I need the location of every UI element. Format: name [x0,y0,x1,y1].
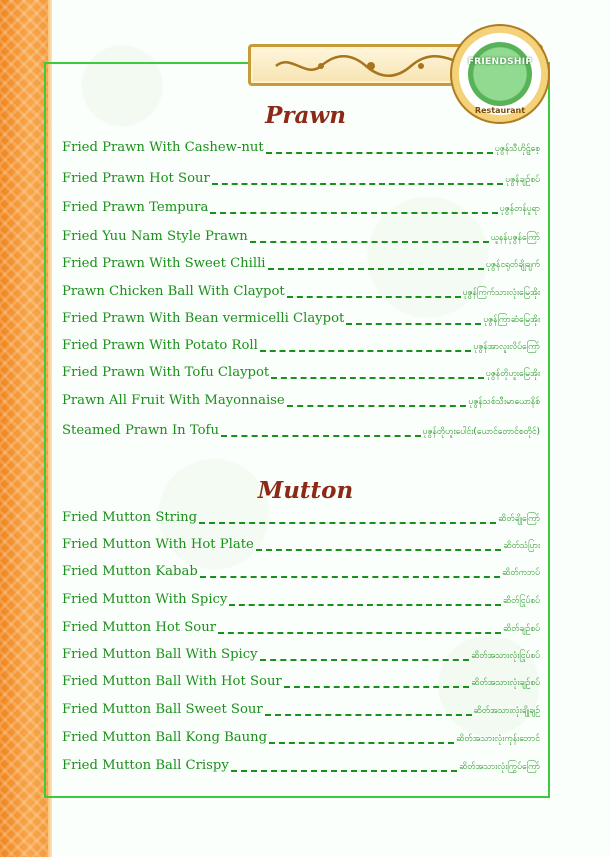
item-name: Prawn Chicken Ball With Claypot [62,284,285,299]
dot-leader [284,685,469,688]
dot-leader [287,295,461,298]
menu-item [62,564,540,584]
item-local-name: ပုဇွန်ချဉ်စပ် [505,175,540,185]
item-name: Fried Prawn Tempura [62,200,209,215]
item-local-name: ပုဇွန်အာလူးလိပ်ကြော် [473,342,540,352]
section-title-mutton: Mutton [257,477,354,504]
section-title-prawn: Prawn [265,102,346,129]
item-name: Fried Prawn With Bean vermicelli Claypot [62,311,345,326]
item-local-name: ဆိတ်သံပြား [503,541,540,551]
menu-item [62,758,540,778]
menu-item [62,365,540,385]
item-local-name: ပုဇွန်တိုဟူးမြေအိုး [485,369,540,379]
item-name: Fried Mutton String [62,510,198,525]
menu-item [62,537,540,557]
menu-item [62,592,540,612]
item-local-name: ပုဇွန်ကြက်သားလုံးမြေအိုး [462,288,540,298]
scroll-ornament-icon [271,53,471,79]
item-local-name: ဆိတ်ငြုပ်စပ် [502,596,540,606]
dot-leader [199,521,496,524]
dot-leader [346,322,481,325]
menu-item [62,510,540,530]
menu-item [62,338,540,358]
dot-leader [260,658,470,661]
item-name: Fried Yuu Nam Style Prawn [62,229,248,244]
menu-item [62,171,540,191]
item-local-name: ဆိတ်ချဉ်စပ် [503,624,540,634]
item-local-name: ပုဇွန်သစ်သီးမာယောနိစ် [468,397,540,407]
item-local-name: ယူနန်ပုဇွန်ကြော် [490,233,540,243]
item-local-name: ပုဇွန်သီဟိုဠ်စေ့ [494,144,540,154]
dot-leader [287,404,467,407]
dot-leader [221,434,421,437]
menu-item [62,393,540,413]
menu-item [62,674,540,694]
menu-item [62,229,540,249]
item-local-name: ပုဇွန်တန်ပူရာ [499,204,540,214]
dot-leader [268,267,485,270]
menu-item [62,647,540,667]
item-local-name: ပုဇွန်ကြာဆံမြေအိုး [483,315,540,325]
dot-leader [231,769,457,772]
menu-item [62,730,540,750]
globe-icon [468,42,532,106]
item-name: Fried Prawn With Sweet Chilli [62,256,266,271]
item-name: Fried Mutton Ball Crispy [62,758,229,773]
dot-leader [260,349,472,352]
logo-bottom-text: Restaurant [474,106,526,115]
item-name: Steamed Prawn In Tofu [62,423,219,438]
dot-leader [250,240,489,243]
item-local-name: ပုဇွန်ငရုတ်ချိုချက် [486,260,540,270]
menu-item [62,423,540,443]
item-name: Fried Prawn Hot Sour [62,171,210,186]
menu-item [62,284,540,304]
menu-item [62,702,540,722]
dot-leader [212,182,503,185]
dot-leader [210,211,497,214]
dot-leader [266,151,493,154]
item-name: Prawn All Fruit With Mayonnaise [62,393,285,408]
dot-leader [265,713,472,716]
dot-leader [271,376,484,379]
item-local-name: ဆိတ်အသားလုံးကြွပ်ကြော် [459,762,540,772]
item-local-name: ဆိတ်အသားလုံးငြုပ်စပ် [471,651,540,661]
menu-item [62,311,540,331]
dot-leader [269,741,454,744]
dot-leader [200,575,500,578]
item-local-name: ဆိတ်ချိုကြော် [498,514,540,524]
item-name: Fried Mutton With Spicy [62,592,228,607]
menu-item [62,200,540,220]
dot-leader [256,548,502,551]
item-name: Fried Mutton Kabab [62,564,198,579]
item-name: Fried Prawn With Tofu Claypot [62,365,270,380]
logo-top-text: FRIENDSHIP [467,57,533,67]
menu-item [62,620,540,640]
menu-item [62,140,540,160]
item-local-name: ဆိတ်ကဘပ် [502,568,540,578]
item-name: Fried Mutton Ball Kong Baung [62,730,268,745]
item-name: Fried Mutton Ball With Spicy [62,647,258,662]
item-local-name: ဆိတ်အသားလုံးချဉ်စပ် [471,678,540,688]
dot-leader [218,631,501,634]
item-name: Fried Mutton With Hot Plate [62,537,254,552]
item-name: Fried Mutton Hot Sour [62,620,217,635]
item-local-name: ဆိတ်အသားလုံးချိုချဉ် [473,706,540,716]
dot-leader [229,603,500,606]
item-local-name: ဆိတ်အသားလုံးကုန်းဘောင် [456,734,540,744]
item-name: Fried Prawn With Potato Roll [62,338,258,353]
menu-item [62,256,540,276]
item-name: Fried Mutton Ball Sweet Sour [62,702,263,717]
item-name: Fried Mutton Ball With Hot Sour [62,674,282,689]
item-name: Fried Prawn With Cashew-nut [62,140,264,155]
item-local-name: ပုဇွန်တိုဟူးပေါင်း(ယောင်တောင်စတိုင်) [422,427,540,437]
